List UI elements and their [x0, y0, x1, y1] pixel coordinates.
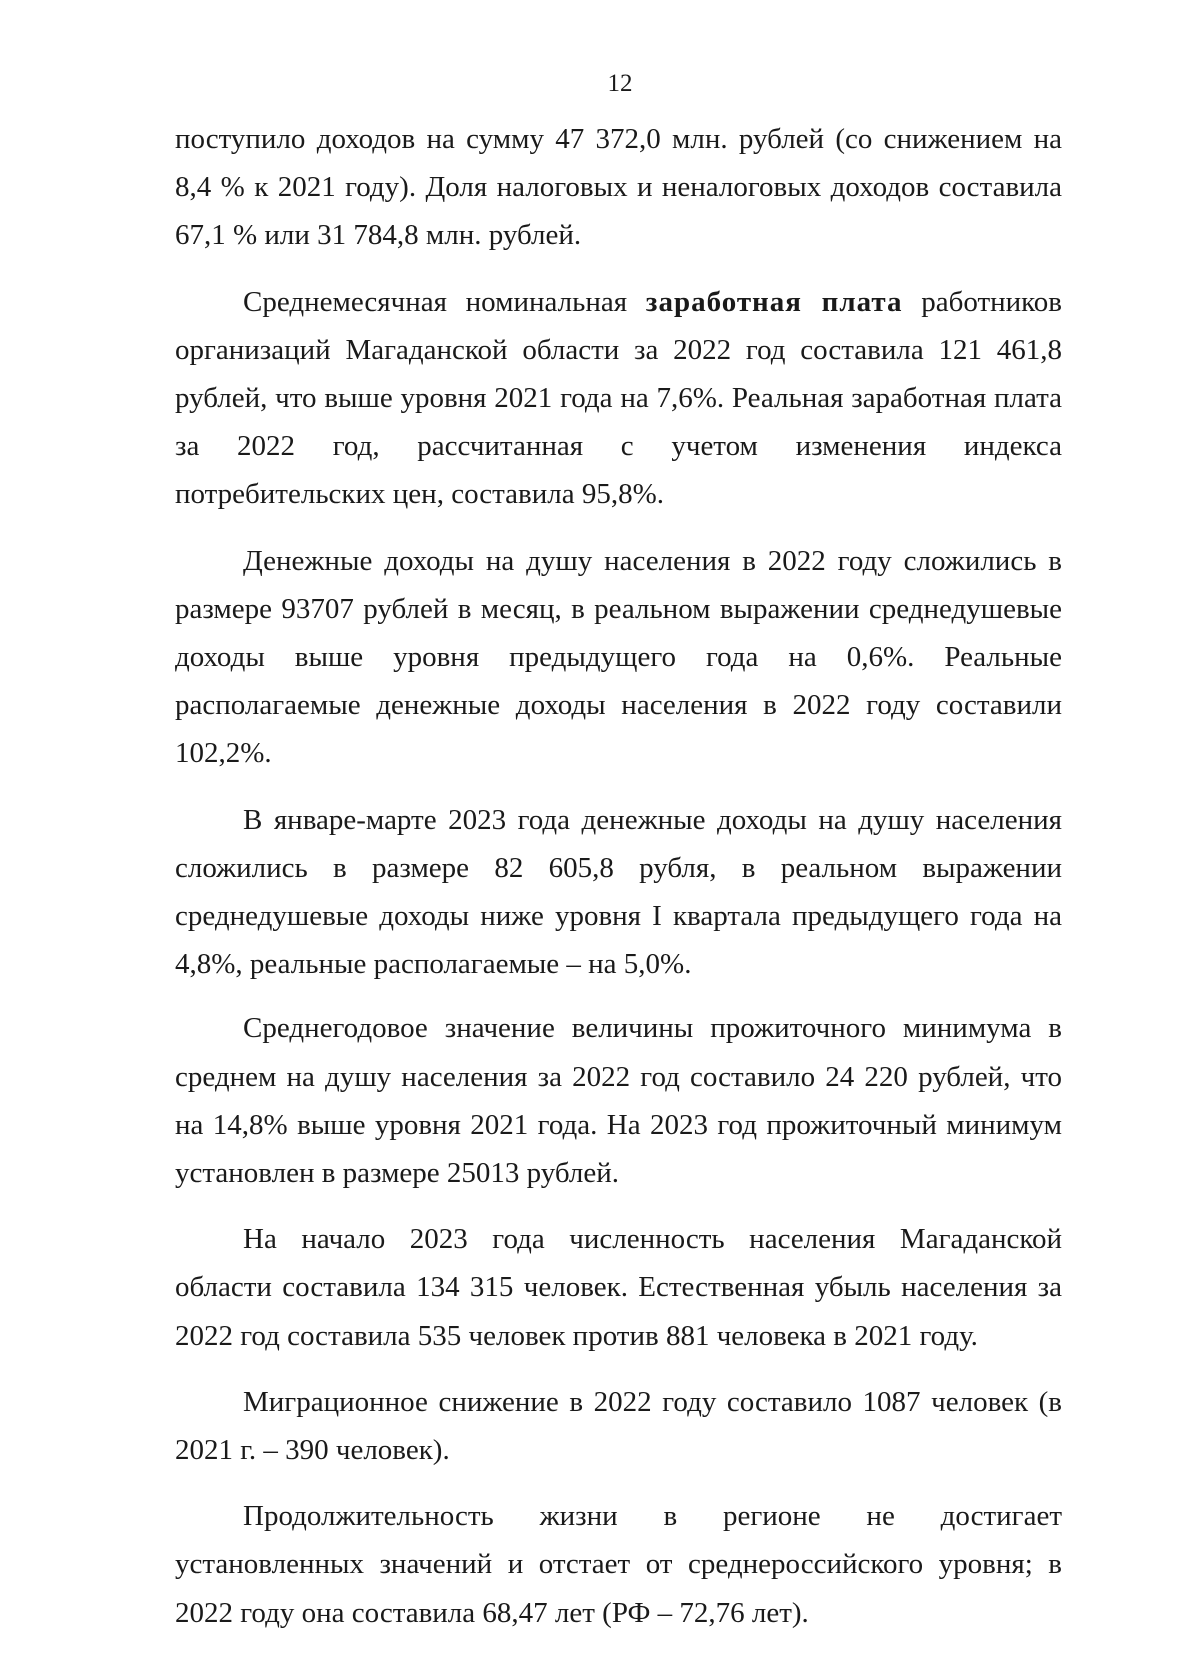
paragraph-migration: Миграционное снижение в 2022 году составило 1087 человек (в 2021 г. – 390 человек). [175, 1385, 1062, 1467]
paragraph-income-2022: Денежные доходы на душу населения в 2022 году сложились в размере 93707 рублей в месяц, в реальном выражении среднедушевые доходы выше уровня предыдущего года на 0,6%. Реальные располагаемые денежные доходы населения в 2022 году составили 102,2%. [175, 544, 1062, 770]
paragraph-budget-revenue: поступило доходов на сумму 47 372,0 млн. рублей (со снижением на 8,4 % к 2021 году). Доля налоговых и неналоговых доходов составила 67,1 % или 31 784,8 млн. рублей. [175, 123, 1062, 252]
paragraph-life-expectancy: Продолжительность жизни в регионе не достигает установленных значений и отстает от среднероссийского уровня; в 2022 году она составила 68,47 лет (РФ – 72,76 лет). [175, 1500, 1062, 1629]
paragraph-income-q1-2023: В январе-марте 2023 года денежные доходы на душу населения сложились в размере 82 605,8 рубля, в реальном выражении среднедушевые доходы ниже уровня I квартала предыдущего года на 4,8%, реальные располагаемые – на 5,0%. [175, 803, 1062, 981]
paragraph-subsistence-minimum: Среднегодовое значение величины прожиточного минимума в среднем на душу населения за 2022 год составило 24 220 рублей, что на 14,8% выше уровня 2021 года. На 2023 год прожиточный минимум установлен в размере 25013 рублей. [175, 1012, 1062, 1190]
wages-keyword: заработная плата [645, 285, 903, 318]
wages-text-end: работников организаций Магаданской области за 2022 год составила 121 461,8 рублей, что выше уровня 2021 года на 7,6%. Реальная заработная плата за 2022 год, рассчитанная с учетом изменения индекса потребительских цен, составила 95,8%. [175, 285, 1062, 511]
paragraph-wages [175, 278, 1062, 519]
page-number: 12 [607, 70, 633, 97]
wages-text-start: Среднемесячная номинальная [243, 285, 646, 318]
body-text [175, 115, 1062, 1637]
paragraph-population: На начало 2023 года численность населения Магаданской области составила 134 315 человек. Естественная убыль населения за 2022 год составила 535 человек против 881 человека в 2021 году. [175, 1223, 1062, 1352]
